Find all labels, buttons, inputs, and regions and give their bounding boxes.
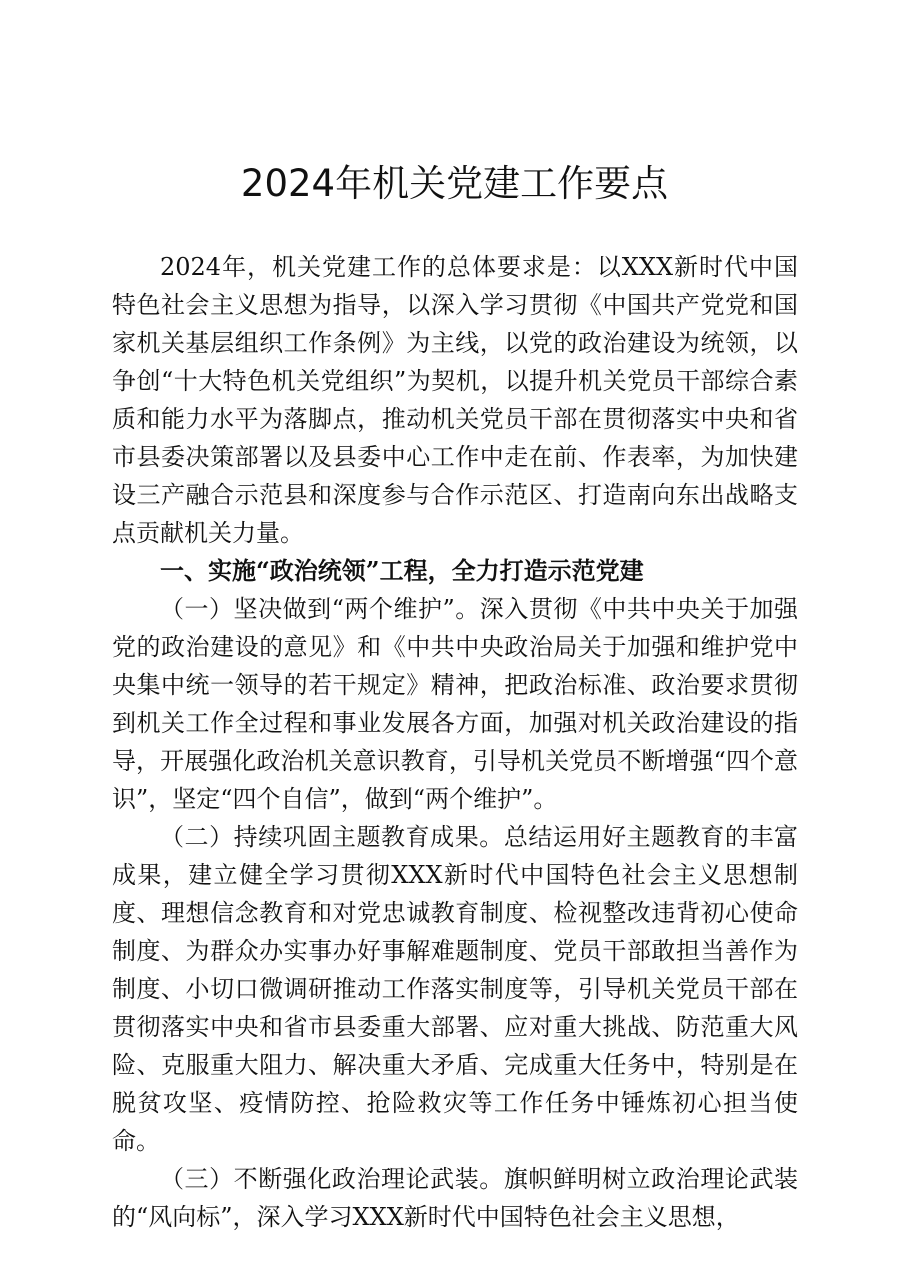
paragraph-item-1: （一）坚决做到“两个维护”。深入贯彻《中共中央关于加强党的政治建设的意见》和《中共中央政治局关于加强和维护党中央集中统一领导的若干规定》精神，把政治标准、政治要求贯彻到机关工作全过程和事业发展各方面，加强对机关政治建设的指导，开展强化政治机关意识教育，引导机关党员不断增强“四个意识”，坚定“四个自信”，做到“两个维护”。 <box>112 595 798 813</box>
paragraph-item-3: （三）不断强化政治理论武装。旗帜鲜明树立政治理论武装的“风向标”，深入学习XXX新时代中国特色社会主义思想， <box>112 1165 798 1231</box>
intro-paragraph: 2024年，机关党建工作的总体要求是：以XXX新时代中国特色社会主义思想为指导，以深入学习贯彻《中国共产党党和国家机关基层组织工作条例》为主线，以党的政治建设为统领，以争创“十大特色机关党组织”为契机，以提升机关党员干部综合素质和能力水平为落脚点，推动机关党员干部在贯彻落实中央和省市县委决策部署以及县委中心工作中走在前、作表率，为加快建设三产融合示范县和深度参与合作示范区、打造南向东出战略支点贡献机关力量。 <box>112 253 798 547</box>
document-title: 2024年机关党建工作要点 <box>240 162 669 205</box>
paragraph-item-2: （二）持续巩固主题教育成果。总结运用好主题教育的丰富成果，建立健全学习贯彻XXX新时代中国特色社会主义思想制度、理想信念教育和对党忠诚教育制度、检视整改违背初心使命制度、为群众办实事办好事解难题制度、党员干部敢担当善作为制度、小切口微调研推动工作落实制度等，引导机关党员干部在贯彻落实中央和省市县委重大部署、应对重大挑战、防范重大风险、克服重大阻力、解决重大矛盾、完成重大任务中，特别是在脱贫攻坚、疫情防控、抢险救灾等工作任务中锤炼初心担当使命。 <box>112 823 798 1155</box>
document-body <box>112 248 798 1236</box>
section-heading-1: 一、实施“政治统领”工程，全力打造示范党建 <box>160 556 644 585</box>
